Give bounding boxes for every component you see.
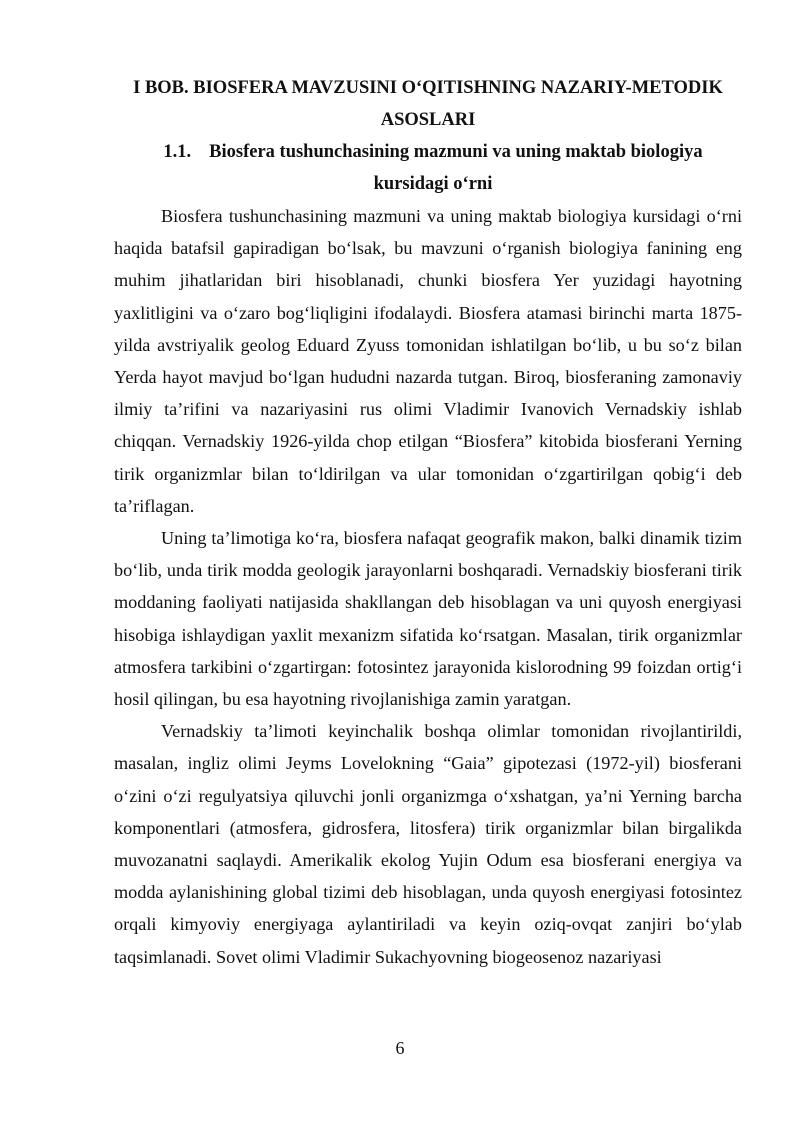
document-page	[114, 72, 742, 973]
section-title: Biosfera tushunchasining mazmuni va uning maktab biologiya kursidagi o‘rni	[209, 142, 703, 194]
section-number: 1.1.	[163, 142, 192, 162]
paragraph: Vernadskiy ta’limoti keyinchalik boshqa olimlar tomonidan rivojlantirildi, masalan, ingliz olimi Jeyms Lovelokning “Gaia” gipotezasi (1972-yil) biosferani o‘zini o‘zi regulyatsiya qiluvchi jonli organizmga o‘xshatgan, ya’ni Yerning barcha komponentlari (atmosfera, gidrosfera, litosfera) tirik organizmlar bilan birgalikda muvozanatni saqlaydi. Amerikalik ekolog Yujin Odum esa biosferani energiya va modda aylanishining global tizimi deb hisoblagan, unda quyosh energiyasi fotosintez orqali kimyoviy energiyaga aylantiriladi va keyin oziq-ovqat zanjiri bo‘ylab taqsimlanadi. Sovet olimi Vladimir Sukachyovning biogeosenoz nazariyasi	[114, 721, 742, 967]
page-number: 6	[395, 1038, 405, 1058]
paragraph: Uning ta’limotiga ko‘ra, biosfera nafaqat geografik makon, balki dinamik tizim bo‘lib, unda tirik modda geologik jarayonlarni boshqaradi. Vernadskiy biosferani tirik moddaning faoliyati natijasida shakllangan deb hisoblagan va uni quyosh energiyasi hisobiga ishlaydigan yaxlit mexanizm sifatida ko‘rsatgan. Masalan, tirik organizmlar atmosfera tarkibini o‘zgartirgan: fotosintez jarayonida kislorodning 99 foizdan ortig‘i hosil qilingan, bu esa hayotning rivojlanishiga zamin yaratgan.	[114, 528, 742, 710]
section-heading	[114, 136, 742, 200]
chapter-title: I BOB. BIOSFERA MAVZUSINI O‘QITISHNING NAZARIY-METODIK ASOSLARI	[133, 78, 723, 130]
paragraph: Biosfera tushunchasining mazmuni va uning maktab biologiya kursidagi o‘rni haqida batafsil gapiradigan bo‘lsak, bu mavzuni o‘rganish biologiya fanining eng muhim jihatlaridan biri hisoblanadi, chunki biosfera Yer yuzidagi hayotning yaxlitligini va o‘zaro bog‘liqligini ifodalaydi. Biosfera atamasi birinchi marta 1875-yilda avstriyalik geolog Eduard Zyuss tomonidan ishlatilgan bo‘lib, u bu so‘z bilan Yerda hayot mavjud bo‘lgan hududni nazarda tutgan. Biroq, biosferaning zamonaviy ilmiy ta’rifini va nazariyasini rus olimi Vladimir Ivanovich Vernadskiy ishlab chiqqan. Vernadskiy 1926-yilda chop etilgan “Biosfera” kitobida biosferani Yerning tirik organizmlar bilan to‘ldirilgan va ular tomonidan o‘zgartirilgan qobig‘i deb ta’riflagan.	[114, 206, 742, 516]
